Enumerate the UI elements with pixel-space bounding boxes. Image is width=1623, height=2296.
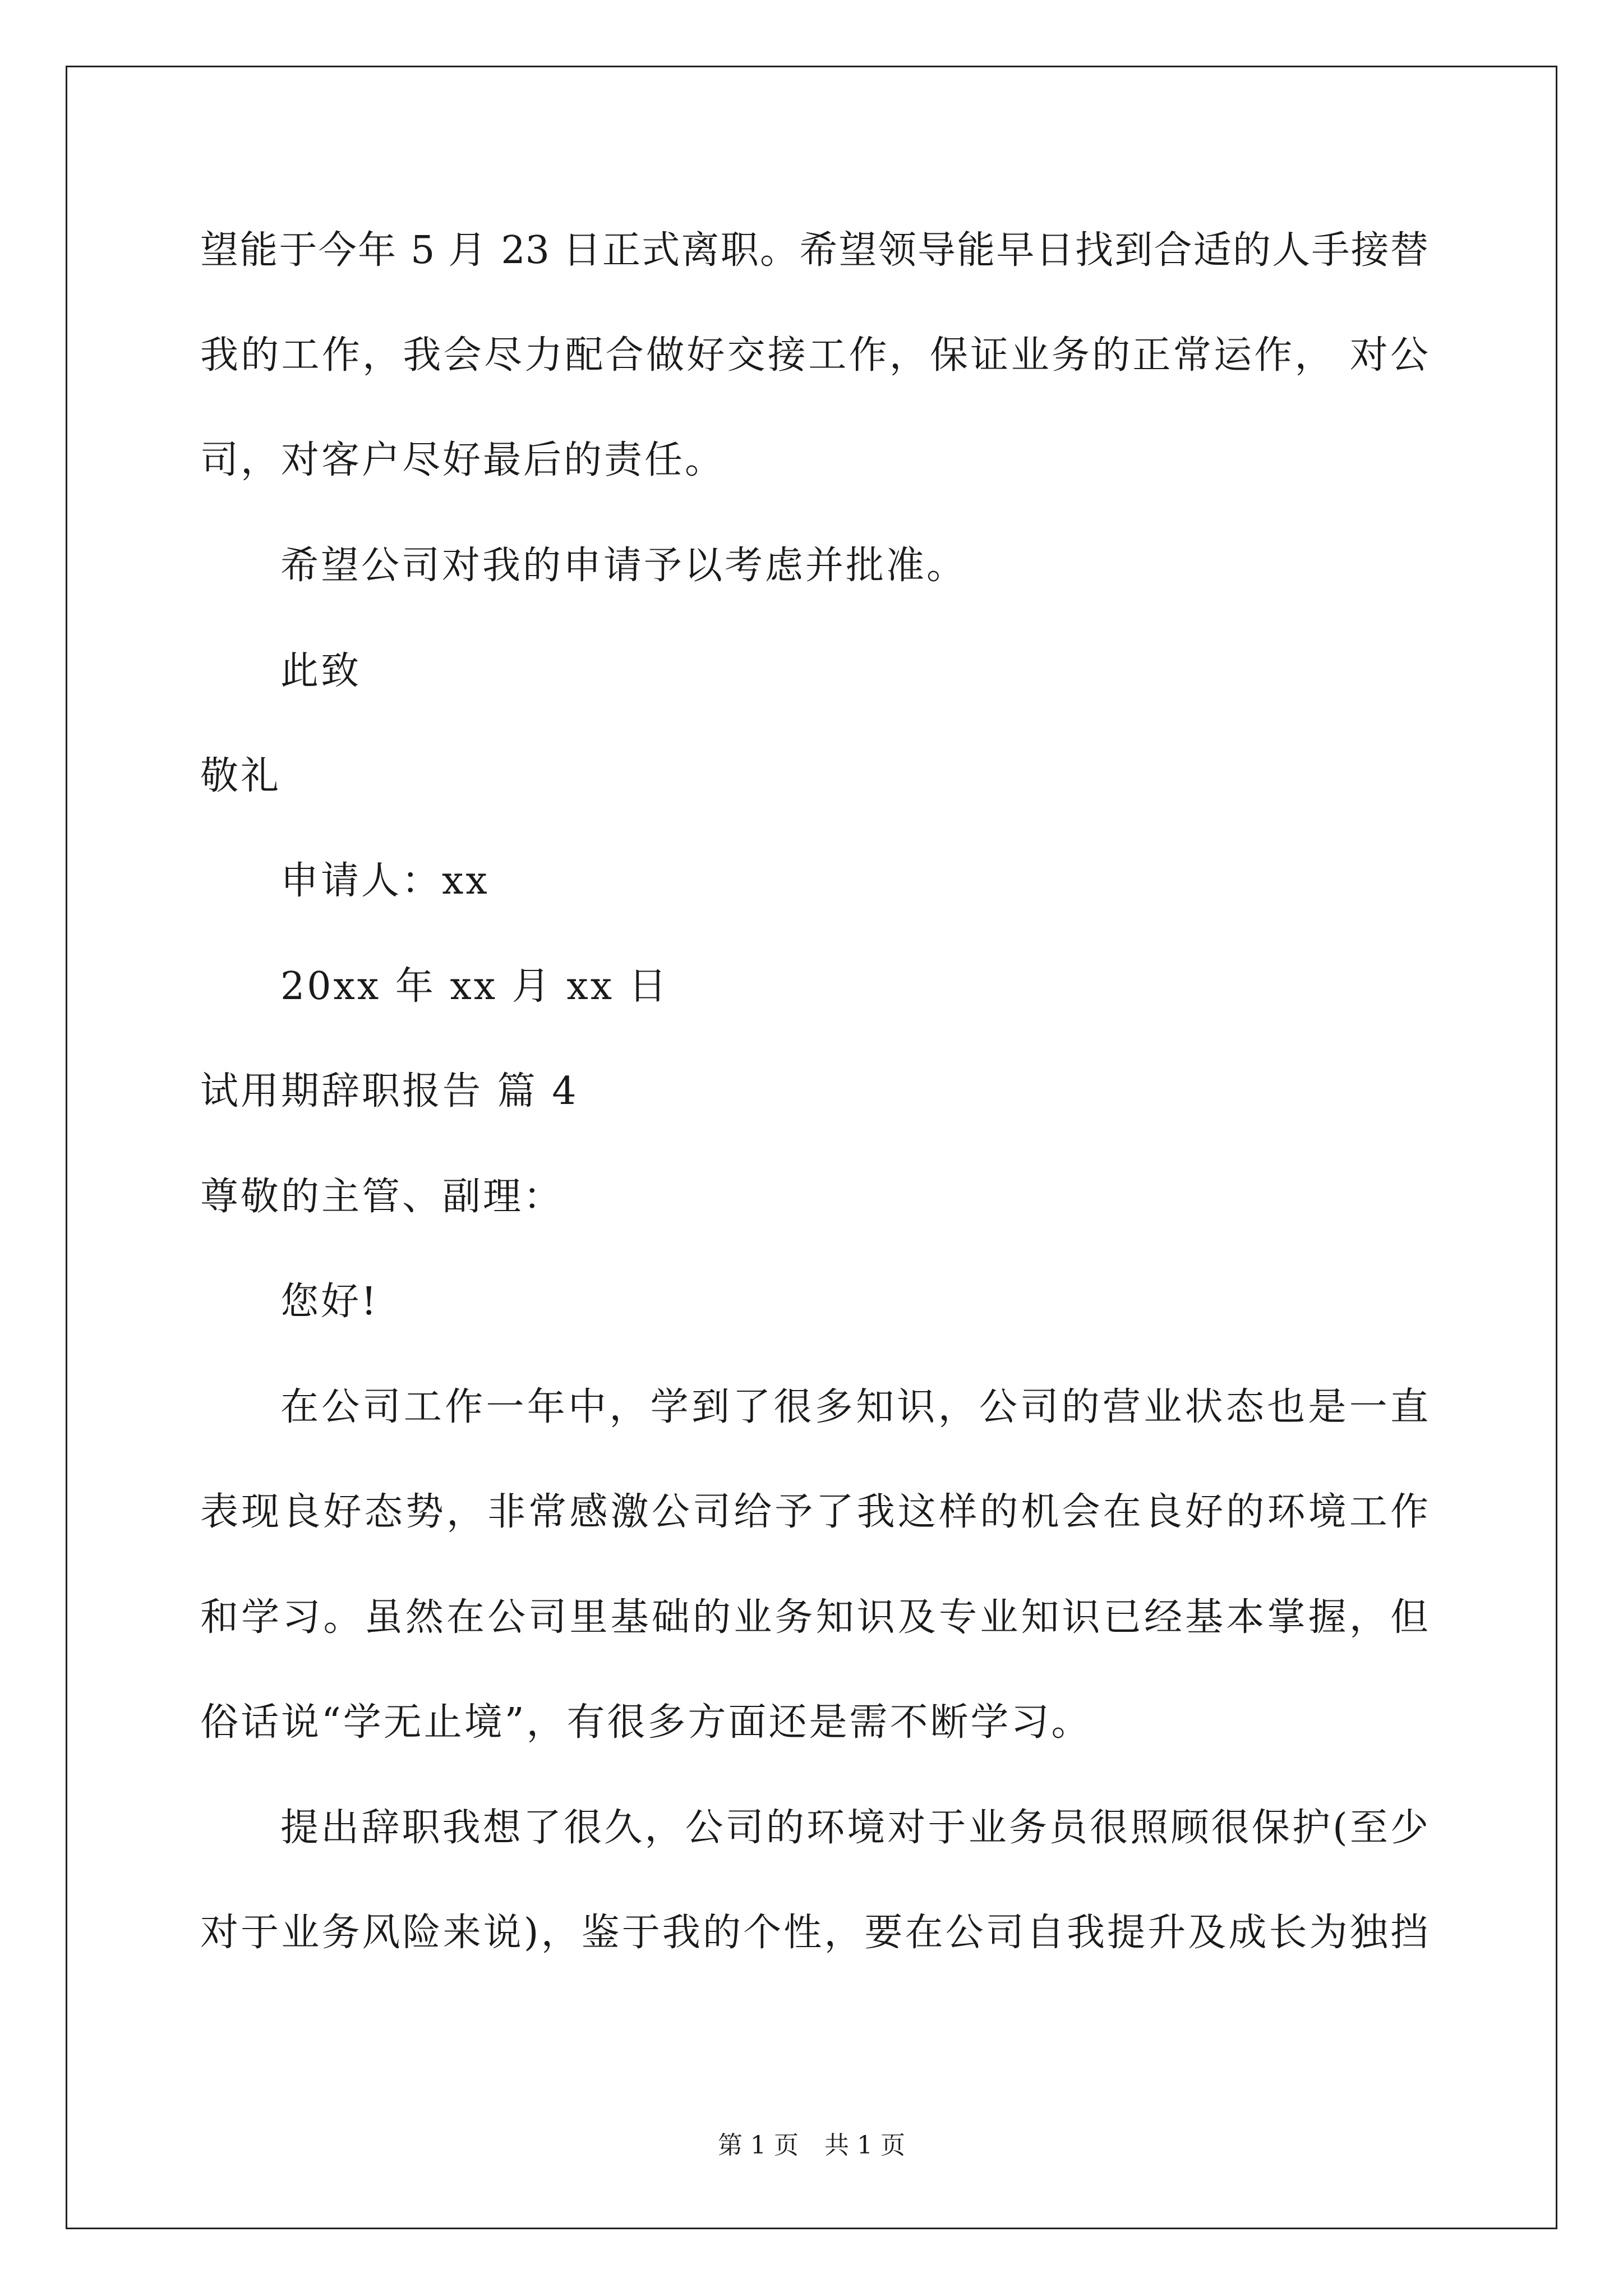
body-line: 提出辞职我想了很久，公司的环境对于业务员很照顾很保护(至少 bbox=[280, 1806, 1428, 1850]
body-line: 俗话说“学无止境”，有很多方面还是需不断学习。 bbox=[200, 1700, 1092, 1745]
body-line: 对于业务风险来说)，鉴于我的个性，要在公司自我提升及成长为独挡 bbox=[200, 1911, 1428, 1955]
body-line: 司，对客户尽好最后的责任。 bbox=[200, 438, 726, 482]
section-heading: 试用期辞职报告 篇 4 bbox=[200, 1069, 579, 1114]
page-border bbox=[66, 66, 1557, 2229]
body-line: 表现良好态势，非常感激公司给予了我这样的机会在良好的环境工作 bbox=[200, 1490, 1428, 1534]
total-pages: 共 1 页 bbox=[824, 2131, 905, 2160]
body-line: 在公司工作一年中，学到了很多知识，公司的营业状态也是一直 bbox=[280, 1385, 1428, 1429]
letter-hello: 您好! bbox=[280, 1280, 379, 1324]
closing-salutation: 此致 bbox=[280, 649, 362, 693]
applicant-signature: 申请人：xx bbox=[280, 859, 490, 903]
signature-date: 20xx 年 xx 月 xx 日 bbox=[280, 964, 669, 1009]
body-line: 望能于今年 5 月 23 日正式离职。希望领导能早日找到合适的人手接替 bbox=[200, 228, 1428, 273]
letter-greeting: 尊敬的主管、副理： bbox=[200, 1175, 564, 1219]
page-number: 第 1 页 bbox=[718, 2131, 799, 2160]
body-line: 希望公司对我的申请予以考虑并批准。 bbox=[280, 544, 967, 588]
body-line: 我的工作，我会尽力配合做好交接工作，保证业务的正常运作， 对公 bbox=[200, 333, 1428, 378]
body-line: 和学习。虽然在公司里基础的业务知识及专业知识已经基本掌握，但 bbox=[200, 1595, 1428, 1640]
closing-regards: 敬礼 bbox=[200, 754, 282, 798]
page-footer bbox=[0, 2133, 1623, 2158]
